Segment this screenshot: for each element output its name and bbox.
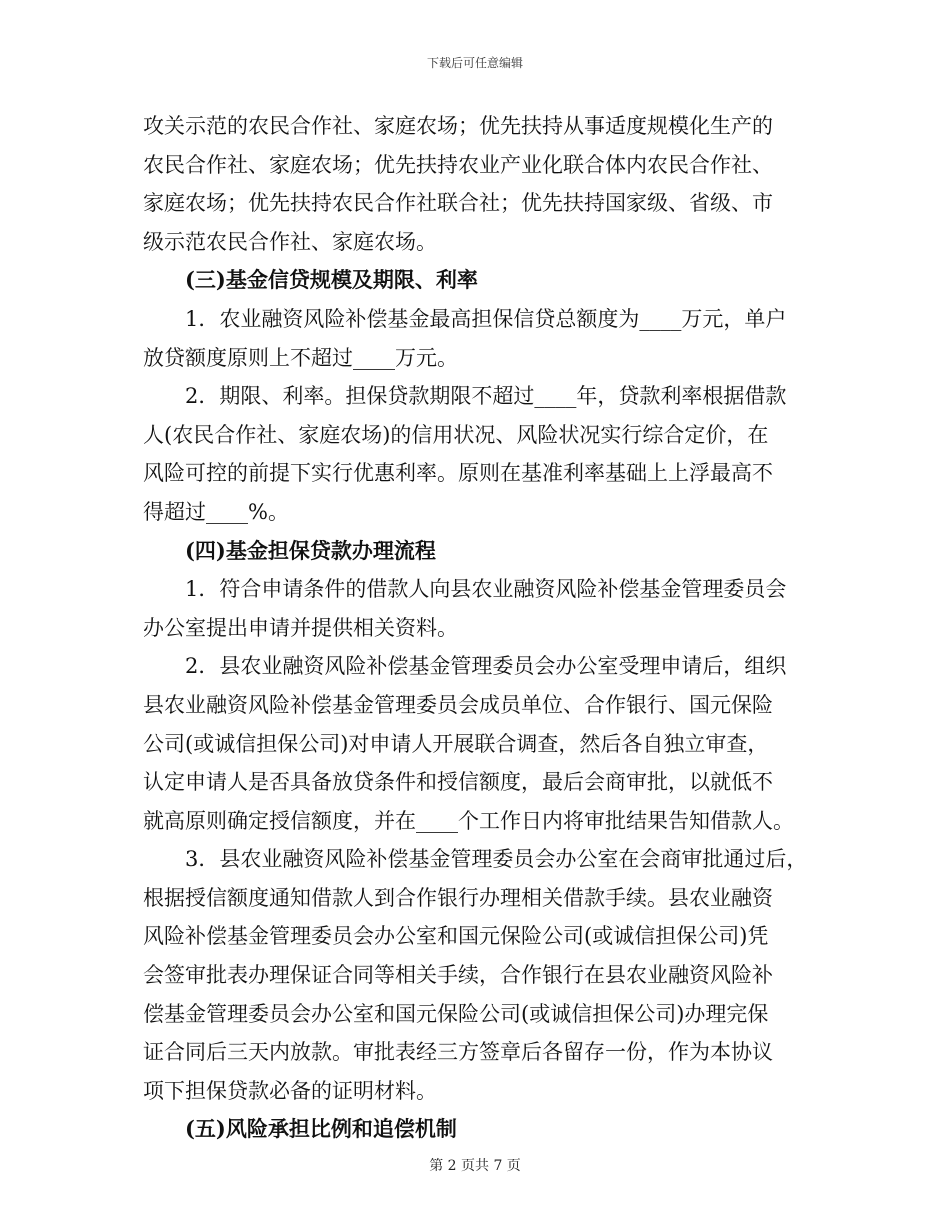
text-line-20: 3．县农业融资风险补偿基金管理委员会办公室在会商审批通过后， (185, 847, 808, 872)
text-line-6: 1．农业融资风险补偿基金最高担保信贷总额度为____万元，单户 (185, 306, 787, 331)
text-line-2: 农民合作社、家庭农场；优先扶持农业产业化联合体内农民合作社、 (143, 152, 773, 177)
text-line-9: 人(农民合作社、家庭农场)的信用状况、风险状况实行综合定价，在 (143, 422, 769, 447)
text-line-25: 证合同后三天内放款。审批表经三方签章后各留存一份，作为本协议 (143, 1040, 773, 1065)
text-line-15: 2．县农业融资风险补偿基金管理委员会办公室受理申请后，组织 (185, 654, 787, 679)
text-line-13: 1．符合申请条件的借款人向县农业融资风险补偿基金管理委员会 (185, 577, 787, 602)
document-body (143, 107, 823, 1149)
text-line-18: 认定申请人是否具备放贷条件和授信额度，最后会商审批，以就低不 (143, 770, 773, 795)
text-line-7: 放贷额度原则上不超过____万元。 (143, 345, 458, 370)
text-line-16: 县农业融资风险补偿基金管理委员会成员单位、合作银行、国元保险 (143, 692, 773, 717)
text-line-8: 2．期限、利率。担保贷款期限不超过____年，贷款利率根据借款 (185, 384, 787, 409)
text-line-11: 得超过____%。 (143, 499, 289, 524)
page-header: 下载后可任意编辑 (426, 56, 523, 70)
page-number: 第 2 页共 7 页 (429, 1158, 521, 1174)
text-line-19: 就高原则确定授信额度，并在____个工作日内将审批结果告知借款人。 (143, 808, 794, 833)
text-line-17: 公司(或诚信担保公司)对申请人开展联合调查，然后各自独立审查， (143, 731, 769, 756)
text-line-26: 项下担保贷款必备的证明材料。 (143, 1078, 437, 1103)
text-line-21: 根据授信额度通知借款人到合作银行办理相关借款手续。县农业融资 (143, 885, 773, 910)
section-heading-5: (五)风险承担比例和追偿机制 (185, 1116, 457, 1142)
text-line-1: 攻关示范的农民合作社、家庭农场；优先扶持从事适度规模化生产的 (143, 114, 773, 138)
section-heading-4: (四)基金担保贷款办理流程 (185, 537, 436, 563)
text-line-3: 家庭农场；优先扶持农民合作社联合社；优先扶持国家级、省级、市 (143, 191, 773, 216)
text-line-4: 级示范农民合作社、家庭农场。 (143, 229, 437, 254)
text-line-22: 风险补偿基金管理委员会办公室和国元保险公司(或诚信担保公司)凭 (143, 924, 769, 949)
text-line-23: 会签审批表办理保证合同等相关手续，合作银行在县农业融资风险补 (143, 963, 773, 988)
text-line-10: 风险可控的前提下实行优惠利率。原则在基准利率基础上上浮最高不 (143, 461, 773, 486)
text-line-14: 办公室提出申请并提供相关资料。 (143, 615, 458, 640)
text-line-24: 偿基金管理委员会办公室和国元保险公司(或诚信担保公司)办理完保 (143, 1001, 769, 1026)
section-heading-3: (三)基金信贷规模及期限、利率 (185, 267, 478, 293)
